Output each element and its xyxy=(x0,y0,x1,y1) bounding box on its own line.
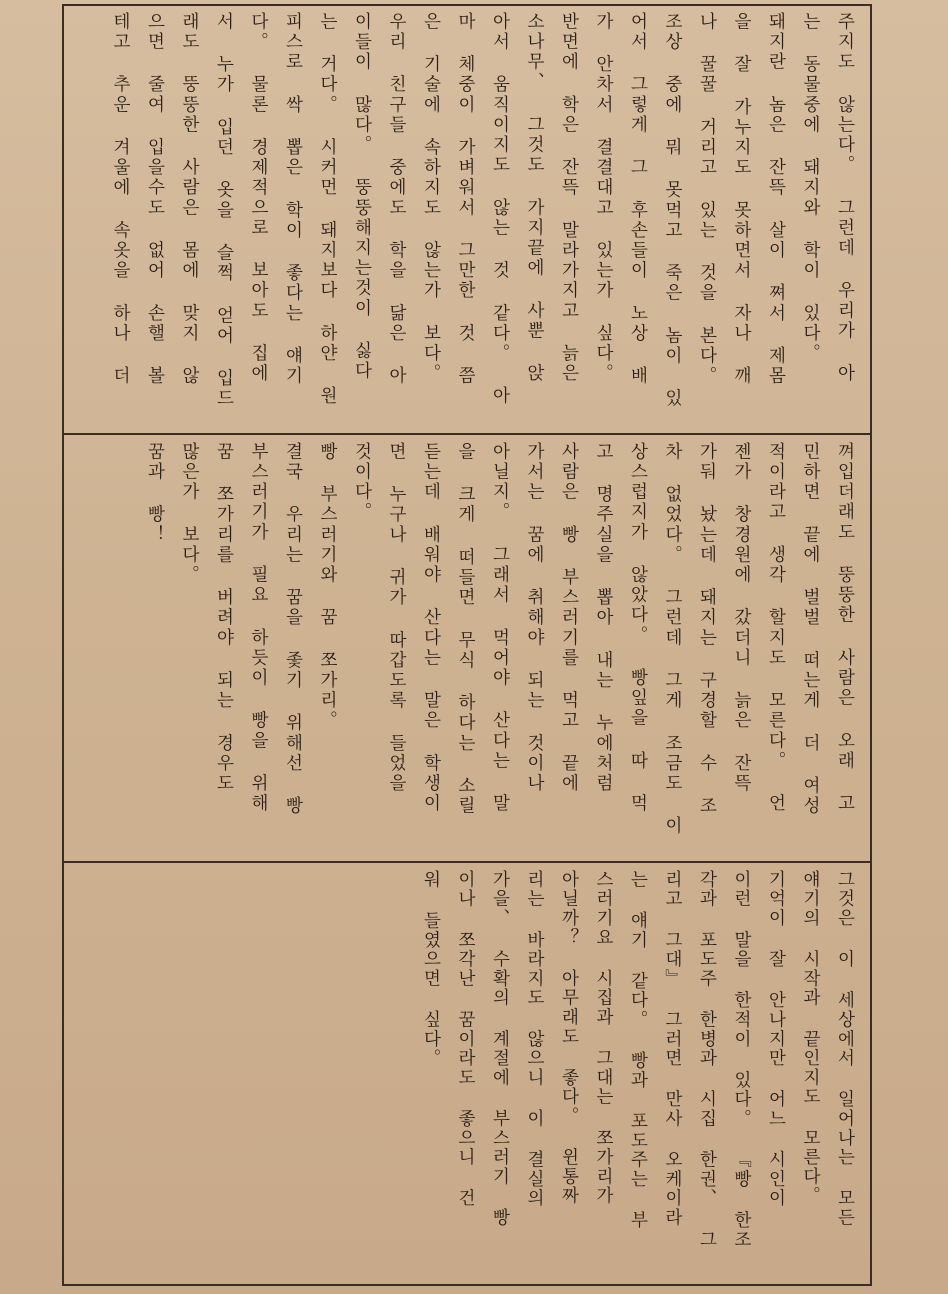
text-column: 빵 부스러기와 꿈 쪼가리。 xyxy=(317,442,338,731)
text-column: 워 들였으면 싶다。 xyxy=(421,870,441,1068)
bottom-rule xyxy=(62,1284,870,1286)
text-column: 가을、 수확의 계절에 부스러기 빵 xyxy=(490,870,510,1228)
top-rule xyxy=(62,4,870,6)
text-column: 차 없었다。 그런데 그게 조금도 이 xyxy=(662,442,683,837)
text-column: 상스럽지가 않았다。 빵잎을 따 먹 xyxy=(628,442,648,814)
text-column: 꿈 쪼가리를 버려야 되는 경우도 xyxy=(214,442,234,794)
text-column: 돼지란 놈은 잔뜩 살이 쪄서 제몸 xyxy=(766,12,786,387)
text-column: 는 얘기 같다。 빵과 포도주는 부 xyxy=(628,870,648,1230)
text-column: 각과 포도주 한병과 시집 한권、 그 xyxy=(697,870,717,1250)
text-column: 을 크게 떠들면 무식 하다는 소릴 xyxy=(455,442,476,817)
text-column: 가둬 놨는데 돼지는 구경할 수 조 xyxy=(697,442,717,817)
text-column: 아서 움직이지도 않는 것 같다。 아 xyxy=(490,12,510,407)
text-column: 젠가 창경원에 갔더니 늙은 잔뜩 xyxy=(731,442,752,794)
text-column: 조상 중에 뭐 못먹고 죽은 놈이 있 xyxy=(662,12,683,409)
text-column: 꿈과 빵！ xyxy=(145,442,165,545)
text-column: 다。 물론 경제적으로 보아도 집에 xyxy=(248,12,269,384)
text-column: 면 누구나 귀가 따갑도록 들었을 xyxy=(386,442,407,794)
text-column: 가서는 꿈에 취해야 되는 것이나 xyxy=(524,442,545,794)
text-column: 결국 우리는 꿈을 좇기 위해선 빵 xyxy=(283,442,303,817)
text-column: 을 잘 가누지도 못하면서 자나 깨 xyxy=(731,12,752,387)
text-column: 나 꿀꿀 거리고 있는 것을 본다。 xyxy=(697,12,717,387)
text-column: 이런 말을 한적이 있다。 『빵 한조 xyxy=(731,870,752,1250)
text-column: 껴입더래도 뚱뚱한 사람은 오래 고 xyxy=(835,442,855,814)
text-column: 스러기요 시집과 그대는 쪼가리가 xyxy=(593,870,614,1206)
text-column: 서 누가 입던 옷을 슬쩍 얻어 입드 xyxy=(214,12,234,409)
section-divider-1 xyxy=(62,433,870,435)
text-column: 사람은 빵 부스러기를 먹고 끝에 xyxy=(559,442,579,794)
text-column: 아닐지。 그래서 먹어야 산다는 말 xyxy=(490,442,510,814)
text-column: 부스러기가 필요 하듯이 빵을 위해 xyxy=(248,442,269,814)
text-section-2 xyxy=(64,442,868,858)
text-column: 테고 추운 겨울에 속옷을 하나 더 xyxy=(110,12,131,387)
text-column: 고 명주실을 뽑아 내는 누에처럼 xyxy=(593,442,614,794)
text-column: 이나 쪼각난 꿈이라도 좋으니 건 xyxy=(455,870,476,1209)
text-column: 주지도 않는다。 그런데 우리가 아 xyxy=(835,12,855,384)
text-column: 것이다。 xyxy=(352,442,372,523)
text-column: 으면 줄여 입을수도 없어 손핼 볼 xyxy=(145,12,165,387)
text-column: 래도 뚱뚱한 사람은 몸에 맞지 않 xyxy=(179,12,200,387)
text-column: 리고 그대』 그러면 만사 오케이라 xyxy=(662,870,683,1228)
text-column: 듣는데 배워야 산다는 말은 학생이 xyxy=(421,442,441,814)
text-section-3 xyxy=(64,870,868,1280)
text-column: 얘기의 시작과 끝인지도 모른다。 xyxy=(800,870,821,1206)
text-column: 많은가 보다。 xyxy=(179,442,200,586)
text-column: 기억이 잘 안나지만 어느 시인이 xyxy=(766,870,786,1209)
text-column: 리는 바라지도 않으니 이 결실의 xyxy=(524,870,545,1209)
text-column: 민하면 끝에 벌벌 떠는게 더 여성 xyxy=(800,442,821,817)
text-column: 그것은 이 세상에서 일어나는 모든 xyxy=(835,870,855,1228)
text-column: 마 체중이 가벼워서 그만한 것 쯤 xyxy=(455,12,476,387)
text-column: 가 안차서 결결대고 있는가 싶다。 xyxy=(593,12,614,384)
text-column: 반면에 학은 잔뜩 말라가지고 늙은 xyxy=(559,12,579,384)
text-column: 피스로 싹 뽑은 학이 좋다는 얘기 xyxy=(283,12,303,387)
text-column: 적이라고 생각 할지도 모른다。 언 xyxy=(766,442,786,814)
text-column: 어서 그렇게 그 후손들이 노상 배 xyxy=(628,12,648,387)
section-divider-2 xyxy=(62,861,870,863)
text-column: 아닐까？ 아무래도 좋다。 윈통짜 xyxy=(559,870,579,1206)
text-section-1 xyxy=(64,12,868,430)
text-column: 이들이 많다。 뚱뚱해지는것이 싫다 xyxy=(352,12,372,382)
text-column: 는 거다。 시커먼 돼지보다 하얀 원 xyxy=(317,12,338,407)
text-column: 은 기술에 속하지도 않는가 보다。 xyxy=(421,12,441,384)
text-column: 는 동물중에 돼지와 학이 있다。 xyxy=(800,12,821,364)
text-column: 우리 친구들 중에도 학을 닮은 아 xyxy=(386,12,407,387)
text-column: 소나무、 그것도 가지끝에 사뿐 앉 xyxy=(524,12,545,384)
